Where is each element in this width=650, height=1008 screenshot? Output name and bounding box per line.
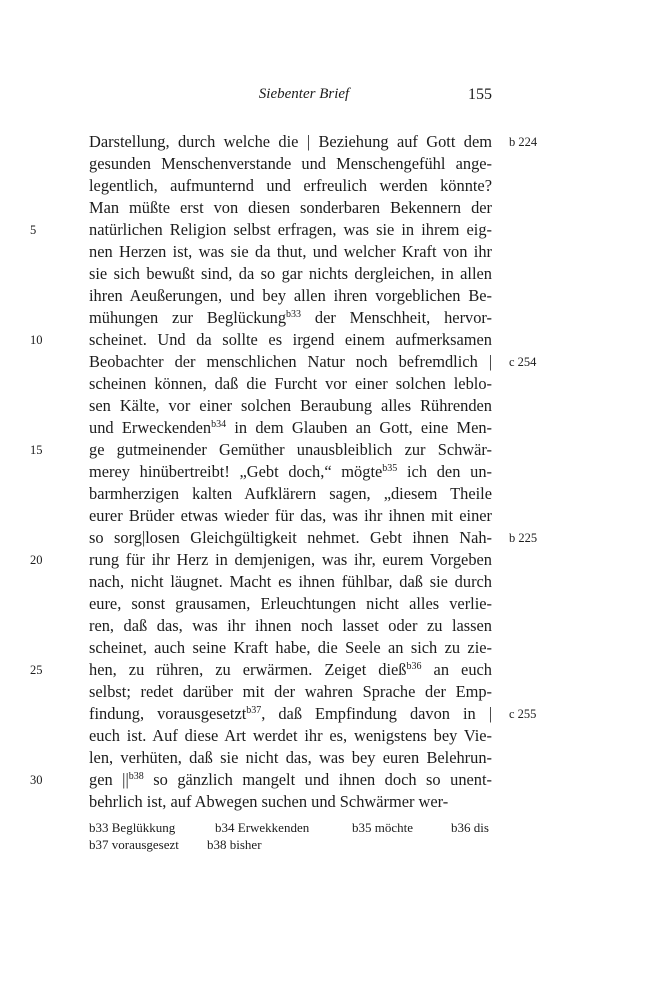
margin-page-ref: b 224 [509,135,538,149]
line-text [89,593,492,615]
footnote-item: b38 bisher [207,837,262,852]
text-segment: mühungen zur Beglückung [89,308,287,327]
text-segment: gesunden Menschenverstande und Menschengefühl ange- [89,154,492,173]
line-number: 10 [30,333,43,347]
footnote-marker: b34 [211,419,227,430]
line-number: 20 [30,553,43,567]
text-line [0,351,650,373]
text-segment: natürlichen Religion selbst erfragen, was sie in ihrem eig- [89,220,492,239]
text-line [0,307,650,329]
text-segment: sie sich bewußt sind, da so gar nichts dergleichen, in allen [89,264,492,283]
text-segment: sen Kälte, vor einer solchen Beraubung alles Rührenden [89,396,492,415]
text-line [0,439,650,461]
footnote-item: b36 dis [451,820,489,835]
line-text [89,329,492,351]
text-segment: euch ist. Auf diese Art werdet ihr es, wenigstens bey Vie- [89,726,492,745]
line-text [89,439,492,461]
footnote-row [89,819,509,836]
text-segment: nen Herzen ist, was sie da thut, und welcher Kraft von ihr [89,242,492,261]
footnote-marker: b35 [382,463,398,474]
line-text [89,461,492,483]
text-line [0,747,650,769]
line-text [89,703,492,725]
text-segment: eurer Brüder etwas wieder für das, was ihr ihnen mit einer [89,506,492,525]
line-text [89,417,492,439]
line-text [89,263,492,285]
text-line [0,549,650,571]
footnotes [89,819,509,853]
text-line [0,241,650,263]
text-line [0,461,650,483]
text-line [0,219,650,241]
line-text [89,131,492,153]
line-text [89,549,492,571]
text-line [0,615,650,637]
text-line [0,769,650,791]
line-text [89,725,492,747]
text-segment: selbst; redet darüber mit der wahren Sprache der Emp- [89,682,492,701]
line-text [89,747,492,769]
line-text [89,373,492,395]
text-segment: an euch [421,660,493,679]
text-line [0,395,650,417]
page-number: 155 [468,86,492,103]
text-line [0,197,650,219]
margin-page-ref: c 255 [509,707,537,721]
text-segment: legentlich, aufmunternd und erfreulich werden könnte? [89,176,492,195]
line-text [89,615,492,637]
footnote-item: b35 möchte [352,820,414,835]
text-segment: in dem Glauben an Gott, eine Men- [226,418,492,437]
text-line [0,725,650,747]
text-line [0,681,650,703]
text-line [0,571,650,593]
text-segment: gen || [89,770,129,789]
text-segment: barmherzigen kalten Aufklärern sagen, „diesem Theile [89,484,492,503]
text-segment: ge gutmeinender Gemüther unausbleiblich zur Schwär- [89,440,492,459]
line-text [89,769,492,791]
margin-page-ref: c 254 [509,355,537,369]
text-segment: scheinen können, daß die Furcht vor einer solchen leblo- [89,374,492,393]
text-segment: so gänzlich mangelt und ihnen doch so unent- [143,770,493,789]
line-text [89,153,492,175]
text-line [0,373,650,395]
line-text [89,505,492,527]
line-text [89,351,492,373]
text-line [0,285,650,307]
text-segment: und Erweckenden [89,418,212,437]
line-text [89,395,492,417]
text-line [0,153,650,175]
text-segment: len, verhüten, daß sie nicht das, was bey euren Belehrun- [89,748,492,767]
text-segment: behrlich ist, auf Abwegen suchen und Schwärmer wer- [89,792,449,811]
footnote-item: b34 Erwekkenden [215,820,310,835]
text-segment: nach, nicht läugnet. Macht es ihnen fühlbar, daß sie durch [89,572,492,591]
text-line [0,329,650,351]
text-line [0,263,650,285]
line-text [89,659,492,681]
line-text [89,483,492,505]
line-number: 30 [30,773,43,787]
text-segment: findung, vorausgesetzt [89,704,247,723]
text-segment: eure, sonst grausamen, Erleuchtungen nicht alles verlie- [89,594,492,613]
text-line [0,703,650,725]
line-number: 25 [30,663,43,677]
line-text [89,571,492,593]
line-text [89,527,492,549]
line-text [89,681,492,703]
footnote-marker: b37 [246,705,262,716]
text-segment: ren, daß das, was ihr ihnen noch lasset oder zu lassen [89,616,492,635]
line-text [89,791,492,813]
footnote-item: b37 vorausgesezt [89,837,179,852]
text-line [0,175,650,197]
line-text [89,197,492,219]
text-line [0,637,650,659]
text-line [0,483,650,505]
text-segment: hen, zu rühren, zu erwärmen. Zeiget dieß [89,660,407,679]
text-line [0,131,650,153]
footnote-item: b33 Beglükkung [89,820,176,835]
text-line [0,659,650,681]
line-text [89,175,492,197]
text-segment: scheinet, auch seine Kraft habe, die Seele an sich zu zie- [89,638,492,657]
text-segment: der Menschheit, hervor- [301,308,493,327]
text-segment: Beobachter der menschlichen Natur noch befremdlich | [89,352,492,371]
text-segment: Man müßte erst von diesen sonderbaren Bekennern der [89,198,492,217]
text-segment: , daß Empfindung davon in | [261,704,492,723]
margin-page-ref: b 225 [509,531,538,545]
footnote-marker: b38 [128,771,144,782]
line-text [89,307,492,329]
text-line [0,417,650,439]
footnote-marker: b33 [286,309,302,320]
line-number: 15 [30,443,43,457]
text-segment: so sorg|losen Gleichgültigkeit nehmet. Gebt ihnen Nah- [89,528,492,547]
text-line [0,593,650,615]
text-segment: ihren Aeußerungen, und bey allen ihren vorgeblichen Be- [89,286,492,305]
footnote-row [89,836,509,853]
line-text [89,285,492,307]
line-number: 5 [30,223,37,237]
line-text [89,241,492,263]
text-line [0,791,650,813]
header-title: Siebenter Brief [258,86,350,102]
text-segment: scheinet. Und da sollte es irgend einem aufmerksamen [89,330,492,349]
text-line [0,527,650,549]
text-segment: ich den un- [397,462,492,481]
text-segment: Darstellung, durch welche die | Beziehung auf Gott dem [89,132,492,151]
text-segment: merey hinübertreibt! „Gebt doch,“ mögte [89,462,383,481]
text-line [0,505,650,527]
text-segment: rung für ihr Herz in demjenigen, was ihr, eurem Vorgeben [89,550,492,569]
footnote-marker: b36 [406,661,422,672]
line-text [89,219,492,241]
line-text [89,637,492,659]
